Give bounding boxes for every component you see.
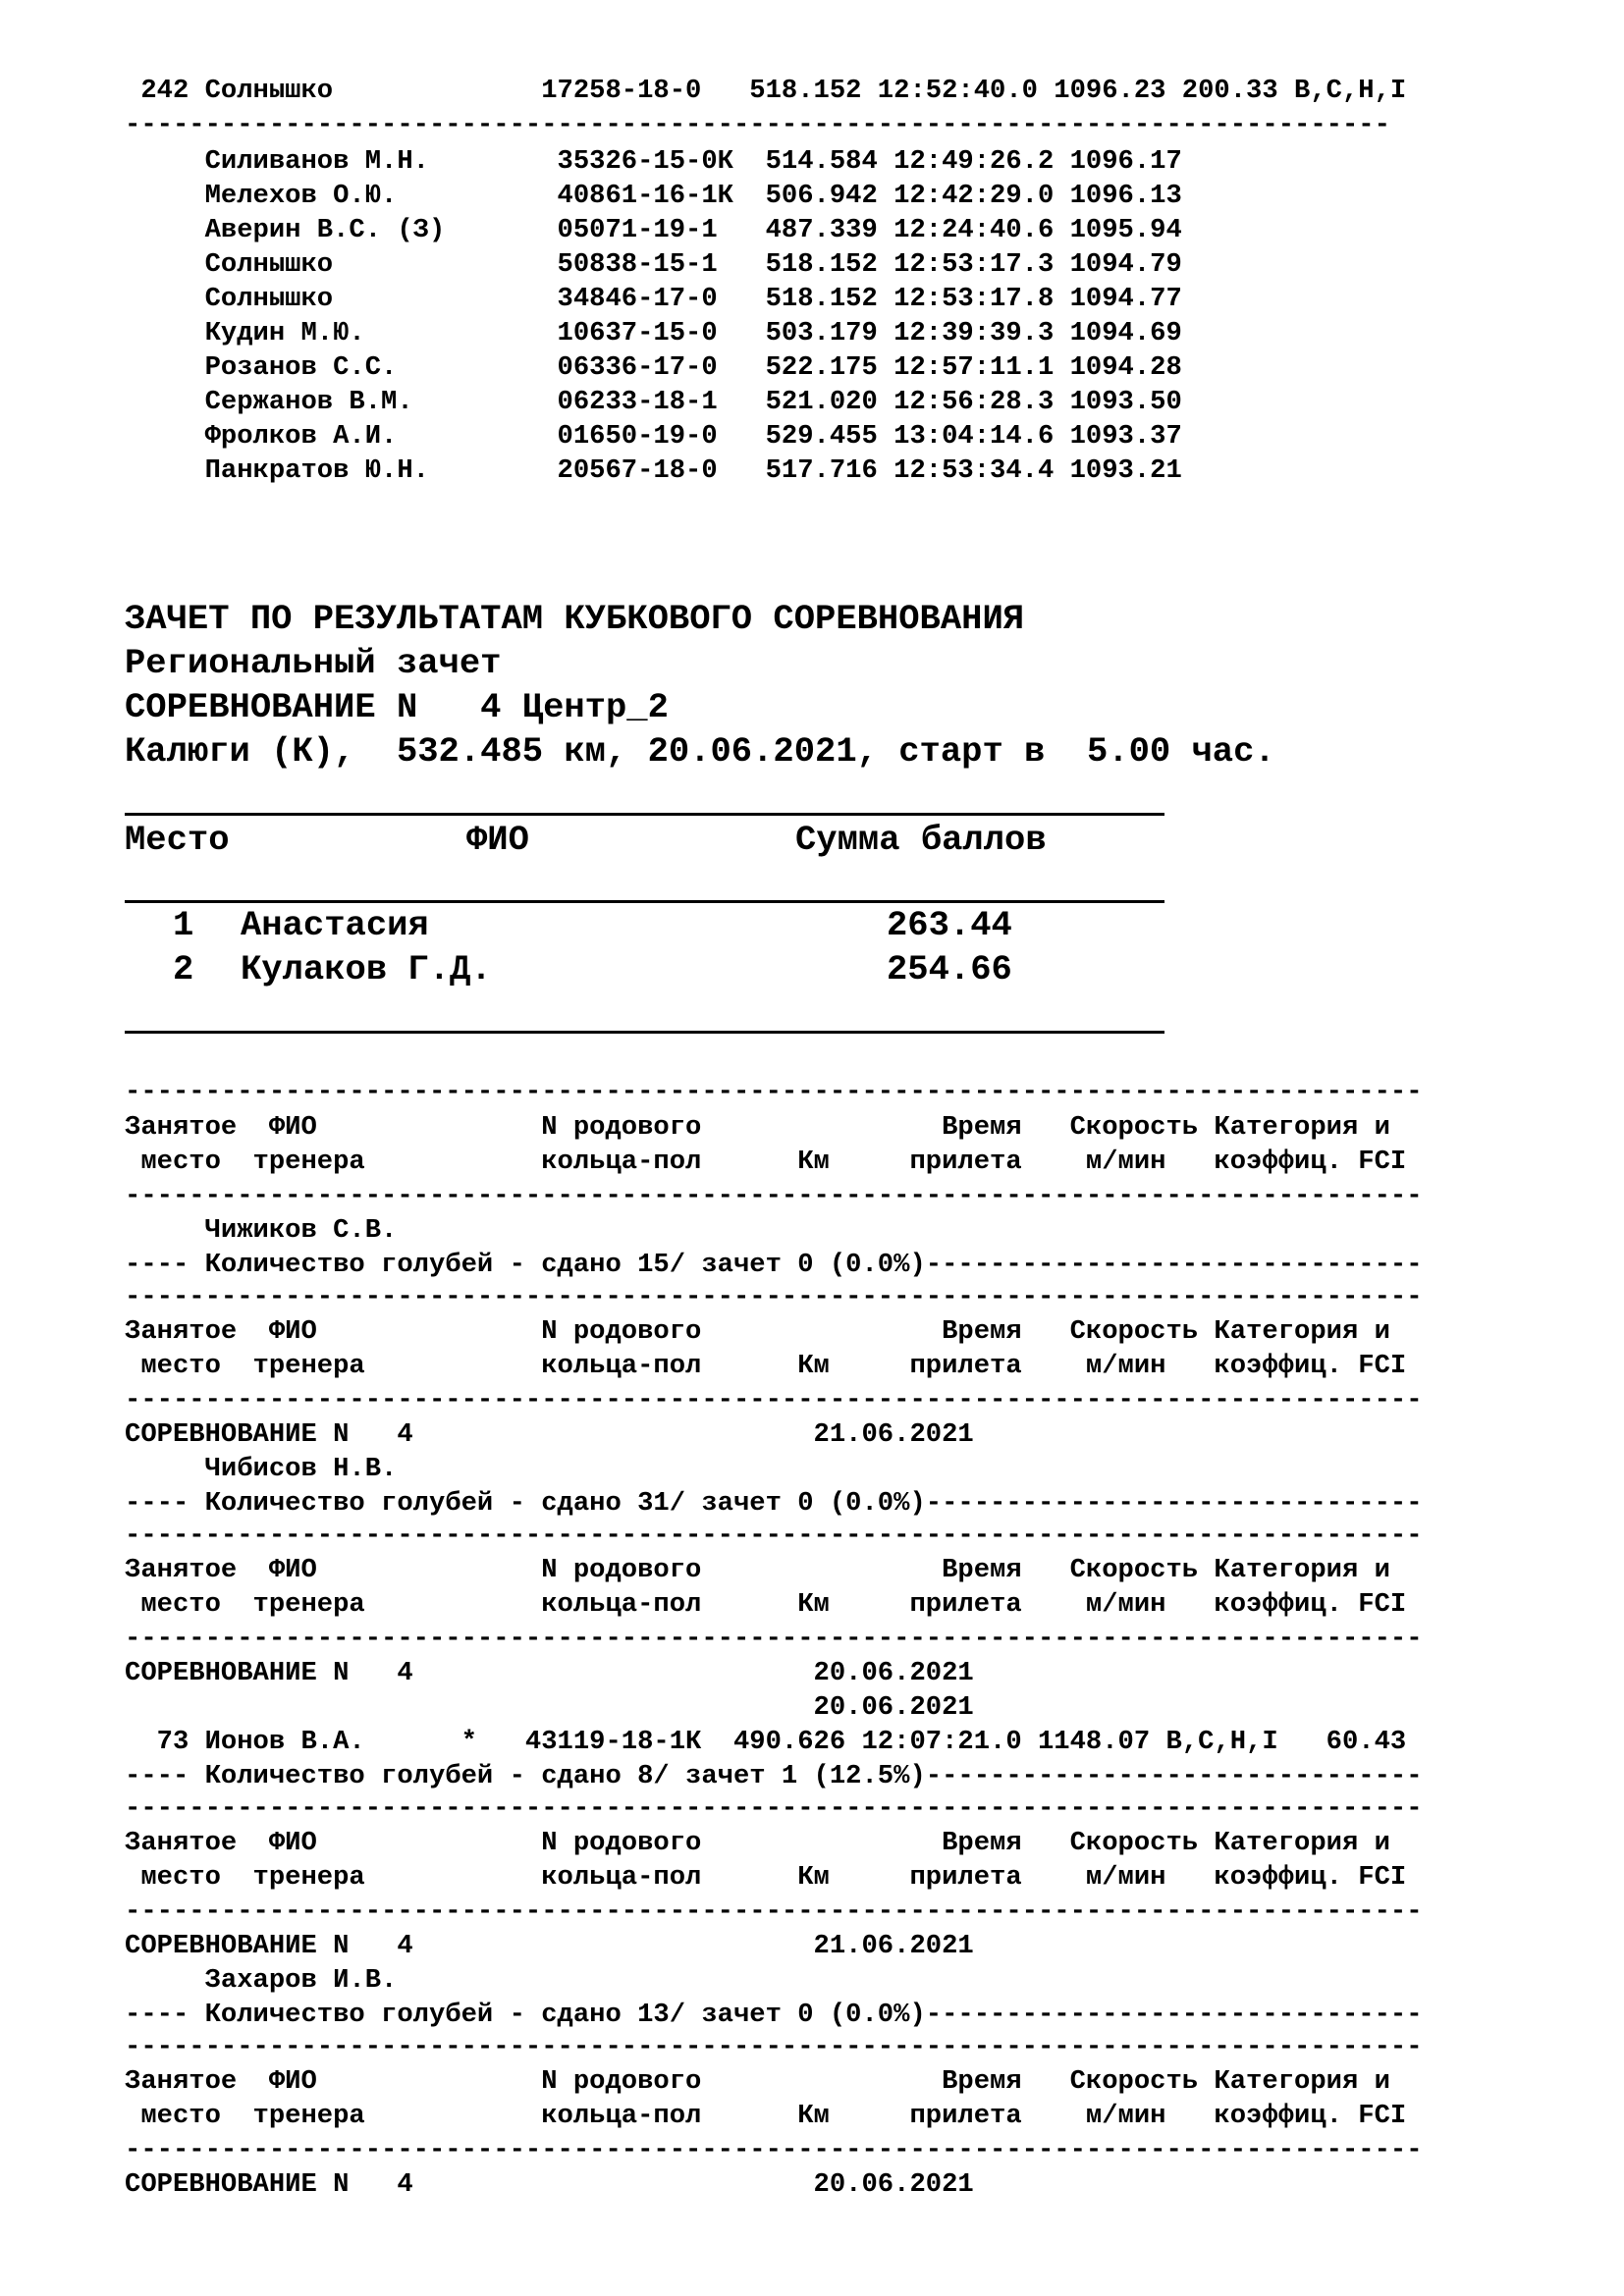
dash-line: --------------------------------------------------------------------------------- <box>125 1282 1423 1312</box>
top-row: Силиванов М.Н. 35326-15-0К 514.584 12:49:26.2 1096.17 <box>125 146 1182 177</box>
summary-head-sum: Сумма баллов <box>795 820 1047 860</box>
top-row: Розанов С.С. 06336-17-0 522.175 12:57:11.1 1094.28 <box>125 352 1182 383</box>
column-header-line-1: Занятое ФИО N родового Время Скорость Категория и <box>125 2066 1390 2097</box>
summary-row-name: Кулаков Г.Д. <box>241 949 492 989</box>
section-line: Чибисов Н.В. <box>125 1454 398 1484</box>
summary-rule-bottom <box>125 1031 1164 1034</box>
competition-line: СОРЕВНОВАНИЕ N 4 Центр_2 <box>125 687 669 727</box>
section-line: ---- Количество голубей - сдано 13/ зачет 0 (0.0%)------------------------------- <box>125 2000 1423 2030</box>
section-line: 20.06.2021 <box>125 1692 974 1723</box>
top-row: Сержанов В.М. 06233-18-1 521.020 12:56:28.3 1093.50 <box>125 387 1182 417</box>
column-header-line-1: Занятое ФИО N родового Время Скорость Категория и <box>125 1112 1390 1143</box>
dash-line: --------------------------------------------------------------------------------- <box>125 1896 1423 1927</box>
dash-line: --------------------------------------------------------------------------------- <box>125 1385 1423 1415</box>
top-row: Солнышко 34846-17-0 518.152 12:53:17.8 1094.77 <box>125 284 1182 314</box>
section-line: СОРЕВНОВАНИЕ N 4 20.06.2021 <box>125 2169 974 2200</box>
section-line: СОРЕВНОВАНИЕ N 4 21.06.2021 <box>125 1419 974 1450</box>
column-header-line-2: место тренера кольца-пол Км прилета м/мин коэффиц. FCI <box>125 1351 1407 1381</box>
section-line: ---- Количество голубей - сдано 15/ зачет 0 (0.0%)------------------------------- <box>125 1250 1423 1280</box>
column-header-line-1: Занятое ФИО N родового Время Скорость Категория и <box>125 1555 1390 1585</box>
dash-line: --------------------------------------------------------------------------------- <box>125 1624 1423 1654</box>
summary-row-name: Анастасия <box>241 905 429 945</box>
section-line: ---- Количество голубей - сдано 8/ зачет 1 (12.5%)------------------------------- <box>125 1761 1423 1791</box>
column-header-line-1: Занятое ФИО N родового Время Скорость Категория и <box>125 1828 1390 1858</box>
column-header-line-2: место тренера кольца-пол Км прилета м/мин коэффиц. FCI <box>125 1589 1407 1620</box>
section-line: СОРЕВНОВАНИЕ N 4 21.06.2021 <box>125 1931 974 1961</box>
dash-line: --------------------------------------------------------------------------------- <box>125 1077 1423 1107</box>
top-row: Панкратов Ю.Н. 20567-18-0 517.716 12:53:34.4 1093.21 <box>125 455 1182 486</box>
summary-row-place: 1 <box>173 905 194 945</box>
column-header-line-2: место тренера кольца-пол Км прилета м/мин коэффиц. FCI <box>125 2101 1407 2131</box>
dash-line: --------------------------------------------------------------------------------- <box>125 1521 1423 1551</box>
column-header-line-2: место тренера кольца-пол Км прилета м/мин коэффиц. FCI <box>125 1862 1407 1893</box>
top-divider: ------------------------------------------------------------------------------- <box>125 110 1390 140</box>
top-header-line: 242 Солнышко 17258-18-0 518.152 12:52:40.0 1096.23 200.33 В,С,Н,I <box>125 76 1407 106</box>
dash-line: --------------------------------------------------------------------------------- <box>125 1793 1423 1824</box>
dash-line: --------------------------------------------------------------------------------- <box>125 1181 1423 1211</box>
top-row: Мелехов О.Ю. 40861-16-1К 506.942 12:42:29.0 1096.13 <box>125 181 1182 211</box>
report-subtitle: Региональный зачет <box>125 643 502 683</box>
top-row: Кудин М.Ю. 10637-15-0 503.179 12:39:39.3 1094.69 <box>125 318 1182 348</box>
summary-head-name: ФИО <box>466 820 529 860</box>
summary-row-score: 263.44 <box>887 905 1012 945</box>
section-line: ---- Количество голубей - сдано 31/ зачет 0 (0.0%)------------------------------- <box>125 1488 1423 1519</box>
section-line: Захаров И.В. <box>125 1965 398 1996</box>
summary-head-place: Место <box>125 820 230 860</box>
column-header-line-2: место тренера кольца-пол Км прилета м/мин коэффиц. FCI <box>125 1147 1407 1177</box>
section-line: 73 Ионов В.А. * 43119-18-1К 490.626 12:07:21.0 1148.07 В,С,Н,I 60.43 <box>125 1727 1407 1757</box>
summary-rule-top <box>125 813 1164 816</box>
summary-row-place: 2 <box>173 949 194 989</box>
dash-line: --------------------------------------------------------------------------------- <box>125 2135 1423 2165</box>
competition-details: Калюги (К), 532.485 км, 20.06.2021, старт в 5.00 час. <box>125 731 1275 772</box>
section-line: Чижиков С.В. <box>125 1215 398 1246</box>
top-row: Фролков А.И. 01650-19-0 529.455 13:04:14.6 1093.37 <box>125 421 1182 452</box>
summary-row-score: 254.66 <box>887 949 1012 989</box>
column-header-line-1: Занятое ФИО N родового Время Скорость Категория и <box>125 1316 1390 1347</box>
top-row: Аверин В.С. (З) 05071-19-1 487.339 12:24:40.6 1095.94 <box>125 215 1182 245</box>
dash-line: --------------------------------------------------------------------------------- <box>125 2032 1423 2062</box>
report-title: ЗАЧЕТ ПО РЕЗУЛЬТАТАМ КУБКОВОГО СОРЕВНОВАНИЯ <box>125 599 1025 639</box>
top-row: Солнышко 50838-15-1 518.152 12:53:17.3 1094.79 <box>125 249 1182 280</box>
section-line: СОРЕВНОВАНИЕ N 4 20.06.2021 <box>125 1658 974 1688</box>
